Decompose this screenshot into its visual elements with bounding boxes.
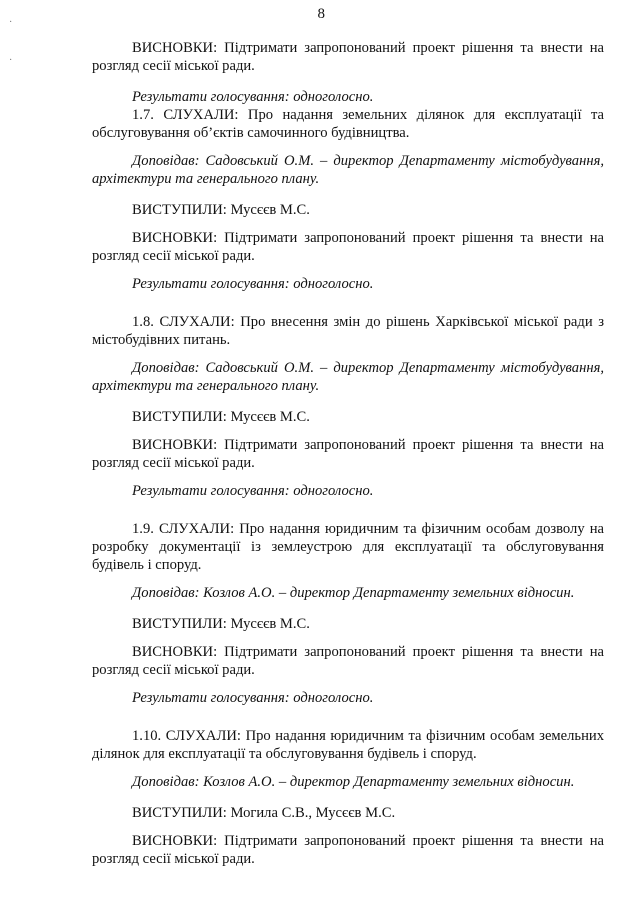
conclusion-paragraph: ВИСНОВКИ: Підтримати запропонований проект рішення та внести на розгляд сесії міської ради. bbox=[92, 40, 604, 74]
conclusion-paragraph: ВИСНОВКИ: Підтримати запропонований проект рішення та внести на розгляд сесії міської ради. bbox=[92, 230, 604, 264]
speaker-paragraph: Доповідав: Козлов А.О. – директор Департаменту земельних відносин. bbox=[132, 774, 575, 790]
heard-item-1-10: 1.10. СЛУХАЛИ: Про надання юридичним та фізичним особам земельних ділянок для експлуатації та обслуговування будівель і споруд. bbox=[92, 728, 604, 762]
speaker-paragraph: Доповідав: Козлов А.О. – директор Департаменту земельних відносин. bbox=[132, 585, 575, 601]
voting-result: Результати голосування: одноголосно. bbox=[132, 89, 374, 105]
speakers-paragraph: ВИСТУПИЛИ: Могила С.В., Мусєєв М.С. bbox=[132, 805, 396, 821]
speaker-paragraph: Доповідав: Садовський О.М. – директор Департаменту містобудування, архітектури та генерального плану. bbox=[92, 360, 604, 394]
document-body bbox=[92, 39, 604, 868]
voting-result: Результати голосування: одноголосно. bbox=[132, 276, 374, 292]
scan-artifact-mark: · bbox=[9, 17, 13, 28]
page-number: 8 bbox=[317, 6, 326, 22]
heard-item-1-7: 1.7. СЛУХАЛИ: Про надання земельних ділянок для експлуатації та обслуговування об’єктів самочинного будівництва. bbox=[92, 107, 604, 141]
speakers-paragraph: ВИСТУПИЛИ: Мусєєв М.С. bbox=[132, 202, 310, 218]
speakers-paragraph: ВИСТУПИЛИ: Мусєєв М.С. bbox=[132, 409, 310, 425]
voting-result: Результати голосування: одноголосно. bbox=[132, 483, 374, 499]
conclusion-paragraph: ВИСНОВКИ: Підтримати запропонований проект рішення та внести на розгляд сесії міської ради. bbox=[92, 644, 604, 678]
voting-result: Результати голосування: одноголосно. bbox=[132, 690, 374, 706]
heard-item-1-9: 1.9. СЛУХАЛИ: Про надання юридичним та фізичним особам дозволу на розробку документації із землеустрою для експлуатації та обслуговування будівель і споруд. bbox=[92, 521, 604, 573]
speaker-paragraph: Доповідав: Садовський О.М. – директор Департаменту містобудування, архітектури та генерального плану. bbox=[92, 153, 604, 187]
speakers-paragraph: ВИСТУПИЛИ: Мусєєв М.С. bbox=[132, 616, 310, 632]
conclusion-paragraph: ВИСНОВКИ: Підтримати запропонований проект рішення та внести на розгляд сесії міської ради. bbox=[92, 833, 604, 867]
scan-artifact-mark: · bbox=[9, 55, 13, 66]
heard-item-1-8: 1.8. СЛУХАЛИ: Про внесення змін до рішень Харківської міської ради з містобудівних питань. bbox=[92, 314, 604, 348]
conclusion-paragraph: ВИСНОВКИ: Підтримати запропонований проект рішення та внести на розгляд сесії міської ради. bbox=[92, 437, 604, 471]
